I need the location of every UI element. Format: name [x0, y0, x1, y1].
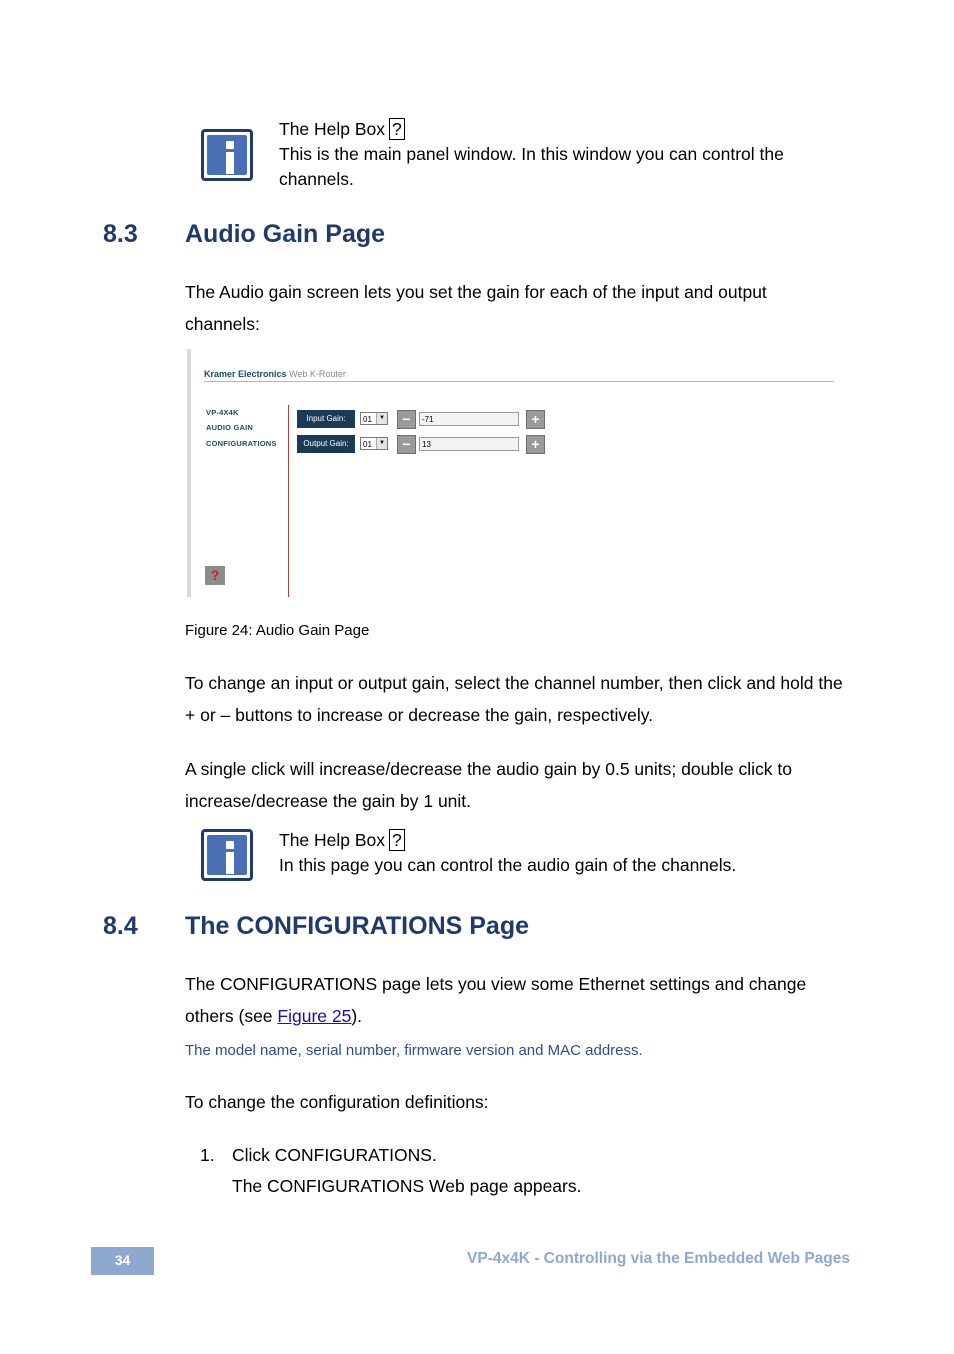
input-channel-value: 01 [363, 415, 372, 424]
brand-light: Web K-Router [289, 369, 346, 379]
section-title: Audio Gain Page [185, 220, 386, 248]
info-icon [201, 129, 253, 181]
nav-configurations[interactable]: CONFIGURATIONS [206, 439, 277, 448]
header-divider [204, 381, 834, 382]
model-info-note: The model name, serial number, firmware version and MAC address. [185, 1042, 643, 1059]
input-gain-field[interactable]: -71 [419, 412, 519, 426]
nav-divider [288, 405, 289, 597]
paragraph: To change the configuration definitions: [185, 1092, 489, 1112]
step-text: Click CONFIGURATIONS. [232, 1145, 437, 1165]
paragraph: To change an input or output gain, select the channel number, then click and hold the + or – buttons to increase or decrease the gain, respectively. [185, 673, 843, 725]
audio-gain-screenshot [187, 349, 847, 599]
question-icon: ? [389, 829, 405, 851]
paragraph [185, 968, 850, 1032]
step-subtext: The CONFIGURATIONS Web page appears. [232, 1176, 582, 1196]
input-channel-select[interactable] [360, 412, 388, 425]
output-channel-value: 01 [363, 440, 372, 449]
paragraph-text: ). [351, 1006, 363, 1026]
input-decrease-button[interactable]: − [397, 410, 416, 429]
output-decrease-button[interactable]: − [397, 435, 416, 454]
note-title: The Help Box [279, 830, 386, 850]
nav-vp-4x4k[interactable]: VP-4X4K [206, 408, 239, 417]
nav-audio-gain[interactable]: AUDIO GAIN [206, 423, 253, 432]
step-number: 1. [200, 1145, 215, 1165]
page-number: 34 [91, 1247, 154, 1275]
paragraph: A single click will increase/decrease the audio gain by 0.5 units; double click to increase/decrease the gain by 1 unit. [185, 759, 793, 811]
help-box-note [279, 117, 839, 192]
output-increase-button[interactable]: + [526, 435, 545, 454]
note-text: This is the main panel window. In this window you can control the channels. [279, 144, 784, 189]
note-title: The Help Box [279, 119, 386, 139]
chevron-down-icon[interactable]: ▼ [376, 438, 387, 449]
brand-bold: Kramer Electronics [204, 369, 287, 379]
left-border [187, 349, 191, 597]
chevron-down-icon[interactable]: ▼ [376, 413, 387, 424]
note-text: In this page you can control the audio gain of the channels. [279, 855, 737, 875]
footer-title: VP-4x4K - Controlling via the Embedded Web Pages [467, 1250, 850, 1267]
paragraph-text: The CONFIGURATIONS page lets you view some Ethernet settings and change others (see [185, 974, 807, 1026]
brand-header [204, 369, 346, 379]
figure-link[interactable]: Figure 25 [277, 1006, 352, 1026]
input-gain-label: Input Gain: [297, 410, 355, 428]
output-channel-select[interactable] [360, 437, 388, 450]
section-number: 8.4 [103, 912, 138, 940]
input-increase-button[interactable]: + [526, 410, 545, 429]
info-icon [201, 829, 253, 881]
help-button[interactable]: ? [205, 566, 225, 585]
paragraph: The Audio gain screen lets you set the gain for each of the input and output channels: [185, 282, 767, 334]
output-gain-field[interactable]: 13 [419, 437, 519, 451]
section-number: 8.3 [103, 220, 138, 248]
figure-caption: Figure 24: Audio Gain Page [185, 622, 370, 639]
help-box-note [279, 828, 839, 878]
output-gain-label: Output Gain: [297, 435, 355, 453]
question-icon: ? [389, 118, 405, 140]
section-title: The CONFIGURATIONS Page [185, 912, 530, 940]
